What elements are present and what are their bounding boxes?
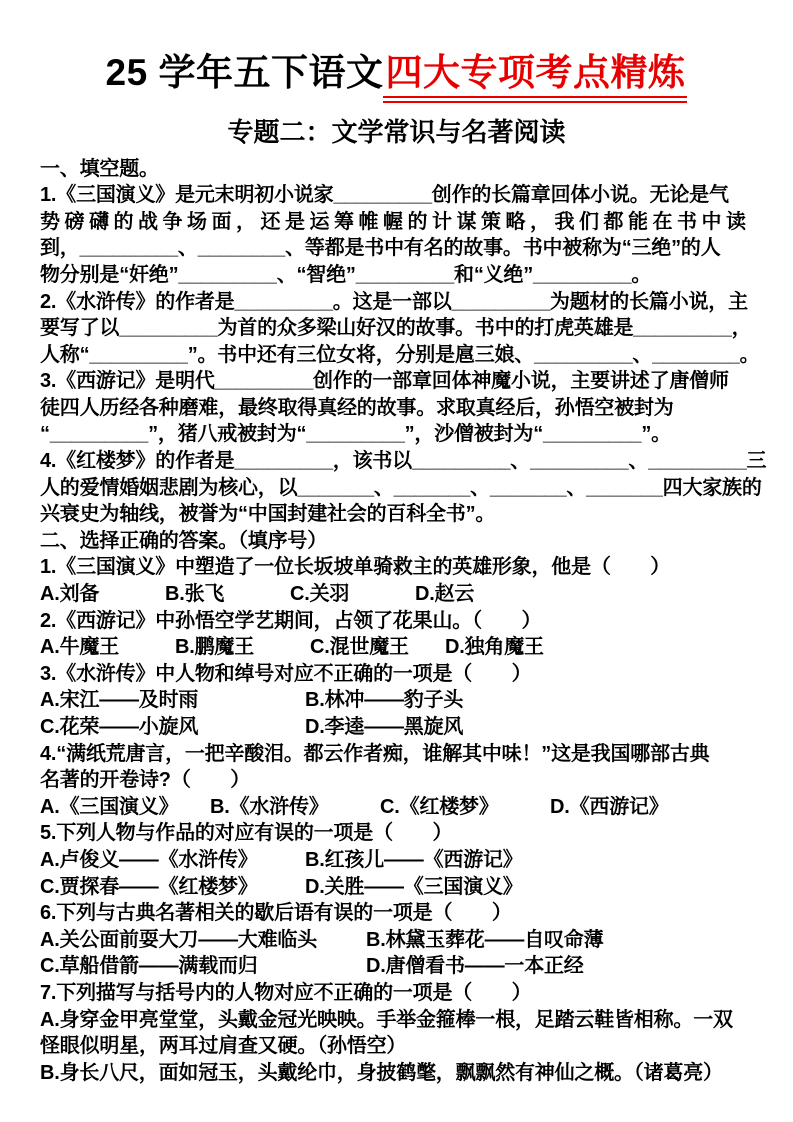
- fill-line: 物分别是“奸绝”_________、“智绝”_________和“义绝”_________。: [40, 263, 652, 286]
- fill-line: 3.《西游记》是明代_________创作的一部章回体神魔小说，主要讲述了唐僧师: [40, 370, 729, 393]
- option-item: D.关胜——《三国演义》: [305, 875, 523, 898]
- fill-line: 要写了以_________为首的众多梁山好汉的故事。书中的打虎英雄是_________，: [40, 317, 752, 340]
- option-item: D.赵云: [415, 583, 475, 606]
- option-item: C.关羽: [290, 583, 350, 606]
- option-item: A.牛魔王: [40, 636, 119, 659]
- option-item: B.张飞: [165, 583, 225, 606]
- question-text: 6.下列与古典名著相关的歇后语有误的一项是（ ）: [40, 902, 512, 925]
- options-row: [40, 927, 753, 954]
- option-item: A.关公面前耍大刀——大难临头: [40, 928, 317, 951]
- fill-line: 1.《三国演义》是元末明初小说家_________创作的长篇章回体小说。无论是气: [40, 184, 729, 207]
- option-item: A.《三国演义》: [40, 795, 179, 818]
- options-row: [40, 714, 753, 741]
- fill-line: 4.《红楼梦》的作者是_________，该书以_________、_________、_________三: [40, 450, 767, 473]
- option-item: B.林冲——豹子头: [305, 689, 464, 712]
- option-item: C.《红楼梦》: [380, 795, 499, 818]
- option-item: A.卢俊义——《水浒传》: [40, 848, 258, 871]
- options-row: [40, 794, 753, 821]
- fill-line: 兴衰史为轴线，被誉为“中国封建社会的百科全书”。: [40, 503, 496, 526]
- option-item: D.李逵——黑旋风: [305, 716, 464, 739]
- question-text: 1.《三国演义》中塑造了一位长坂坡单骑救主的英雄形象，他是（ ）: [40, 556, 671, 579]
- worksheet-page: [0, 50, 793, 1086]
- question-text: 7.下列描写与括号内的人物对应不正确的一项是（ ）: [40, 981, 532, 1004]
- options-row: [40, 847, 753, 874]
- option-item: A.宋江——及时雨: [40, 689, 199, 712]
- option-item: B.红孩儿——《西游记》: [305, 848, 523, 871]
- fill-line: 人的爱情婚姻悲剧为核心，以_______、_______、_______、_______四大家族的: [40, 476, 762, 499]
- option-line: B.身长八尺，面如冠玉，头戴纶巾，身披鹤氅，飘飘然有神仙之概。（诸葛亮）: [40, 1061, 723, 1084]
- options-row: [40, 953, 753, 980]
- title-course-part: 25 学年五下语文: [105, 52, 384, 93]
- option-item: D.唐僧看书——一本正经: [366, 955, 584, 978]
- option-item: C.花荣——小旋风: [40, 716, 199, 739]
- options-row: [40, 874, 753, 901]
- section-2-heading: 二、选择正确的答案。（填序号）: [40, 529, 327, 552]
- option-line: A.身穿金甲亮堂堂，头戴金冠光映映。手举金箍棒一根，足踏云鞋皆相称。一双: [40, 1008, 733, 1031]
- option-item: B.鹏魔王: [175, 636, 254, 659]
- title-highlight-part: 四大专项考点精炼: [383, 52, 687, 103]
- question-text: 名著的开卷诗?（ ）: [40, 769, 251, 792]
- fill-line: “_________”，猪八戒被封为“_________”，沙僧被封为“_________”。: [40, 423, 671, 446]
- fill-line: 势磅礴的战争场面，还是运筹帷幄的计谋策略，我们都能在书中读: [40, 210, 751, 233]
- section-1-heading: 一、填空题。: [40, 157, 159, 180]
- options-row: [40, 581, 753, 608]
- option-item: D.独角魔王: [445, 636, 544, 659]
- option-line: 怪眼似明星，两耳过肩查又硬。（孙悟空）: [40, 1035, 407, 1058]
- fill-line: 人称“_________”。书中还有三位女将，分别是扈三娘、_________、________。: [40, 343, 760, 366]
- fill-line: 徒四人历经各种磨难，最终取得真经的故事。求取真经后，孙悟空被封为: [40, 396, 674, 419]
- option-item: B.《水浒传》: [210, 795, 329, 818]
- options-row: [40, 634, 753, 661]
- worksheet-body: [40, 156, 767, 1087]
- page-title: [40, 50, 753, 103]
- option-item: C.贾探春——《红楼梦》: [40, 875, 258, 898]
- fill-line: 2.《水浒传》的作者是_________。这是一部以_________为题材的长篇小说，主: [40, 290, 748, 313]
- question-text: 4.“满纸荒唐言，一把辛酸泪。都云作者痴，谁解其中味！”这是我国哪部古典: [40, 742, 710, 765]
- options-row: [40, 687, 753, 714]
- option-item: D.《西游记》: [550, 795, 669, 818]
- question-text: 3.《水浒传》中人物和绰号对应不正确的一项是（ ）: [40, 662, 532, 685]
- option-item: A.刘备: [40, 583, 100, 606]
- question-text: 5.下列人物与作品的对应有误的一项是（ ）: [40, 822, 453, 845]
- option-item: C.混世魔王: [310, 636, 409, 659]
- question-text: 2.《西游记》中孙悟空学艺期间，占领了花果山。（ ）: [40, 609, 542, 632]
- fill-line: 到，_________、________、等都是书中有名的故事。书中被称为“三绝”的人: [40, 237, 721, 260]
- option-item: B.林黛玉葬花——自叹命薄: [366, 928, 604, 951]
- option-item: C.草船借箭——满载而归: [40, 955, 258, 978]
- page-subtitle: 专题二：文学常识与名著阅读: [227, 116, 566, 147]
